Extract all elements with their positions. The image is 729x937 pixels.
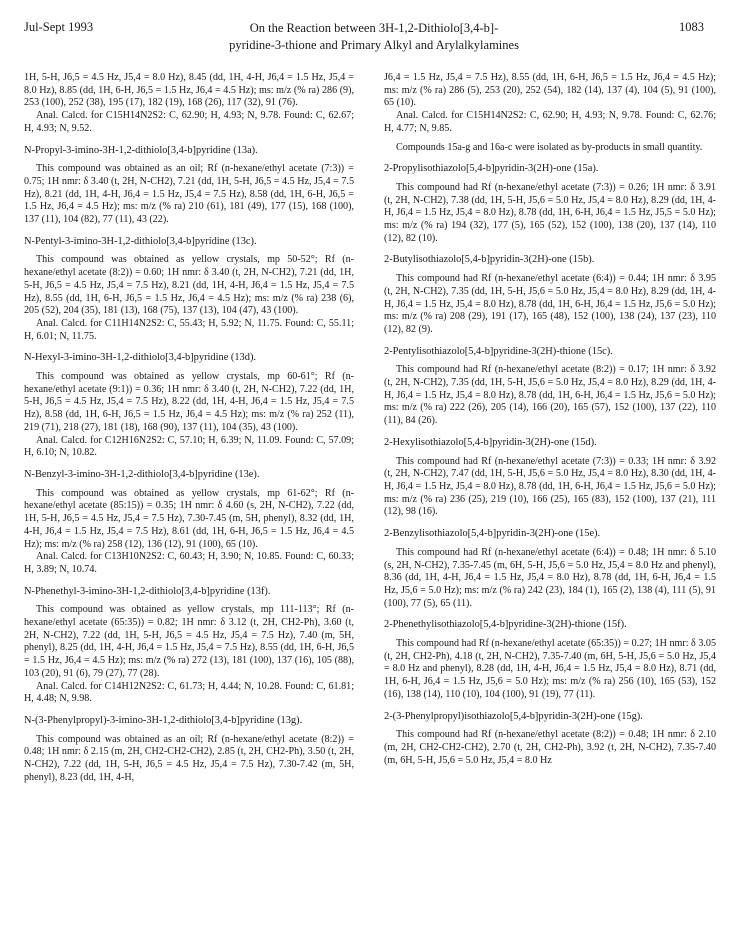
analysis-paragraph: Anal. Calcd. for C14H12N2S2: C, 61.73; H, 4.44; N, 10.28. Found: C, 61.81; H, 4.48; N, 9.98.	[24, 680, 354, 705]
paragraph: This compound was obtained as yellow crystals, mp 60-61°; Rf (n-hexane/ethyl acetate (9:1)) = 0.36; 1H nmr: δ 3.40 (t, 2H, N-CH2), 7.22 (dd, 1H, 5-H, J6,5 = 4.5 Hz, J5,4 = 7.5 Hz), 8.22 (dd, 1H, 4-H, J6,4 = 1.5 Hz, J5,4 = 7.5 Hz), 8.58 (dd, 1H, 6-H, J6,5 = 1.5 Hz, J6,4 = 4.5 Hz); ms: m/z (% ra) 252 (11), 219 (71), 218 (27), 181 (18), 168 (90), 137 (11), 104 (35), 43 (100).	[24, 371, 354, 433]
journal-date: Jul-Sept 1993	[24, 20, 94, 34]
paragraph: This compound had Rf (n-hexane/ethyl acetate (7:3)) = 0.26; 1H nmr: δ 3.91 (t, 2H, N-CH2), 7.38 (dd, 1H, 5-H, J5,6 = 5.0 Hz, J5,4 = 8.0 Hz), 8.29 (dd, 1H, 4-H, J6,4 = 1.5 Hz, J5,4 = 8.0 Hz), 8.78 (dd, 1H, 6-H, J6,4 = 1.5 Hz, J5,5 = 5.0 Hz); ms: m/z (% ra) 194 (32), 177 (5), 165 (52), 152 (100), 138 (20), 137 (14), 110 (12), 82 (10).	[384, 181, 716, 244]
paragraph: This compound had Rf (n-hexane/ethyl acetate (6:4)) = 0.44; 1H nmr: δ 3.95 (t, 2H, N-CH2), 7.35 (dd, 1H, 5-H, J5,6 = 5.0 Hz, J5,4 = 8.0 Hz), 8.29 (dd, 1H, 4-H, J6,4 = 1.5 Hz, J5,4 = 8.0 Hz), 8.78 (dd, 1H, 6-H, J6,4 = 1.5 Hz, J5,6 = 5.0 Hz); ms: m/z (% ra) 208 (29), 191 (17), 165 (48), 152 (100), 138 (24), 137 (23), 110 (12), 82 (9).	[384, 273, 716, 335]
paragraph: 1H, 5-H, J6,5 = 4.5 Hz, J5,4 = 8.0 Hz), 8.45 (dd, 1H, 4-H, J6,4 = 1.5 Hz, J5,4 = 8.0 Hz), 8.85 (dd, 1H, 6-H, J6,5 = 1.5 Hz, J6,4 = 4.5 Hz); ms: m/z (% ra) 286 (9), 253 (100), 252 (38), 195 (17), 182 (19), 168 (26), 117 (32), 91 (76).	[24, 72, 354, 109]
analysis-paragraph: Anal. Calcd. for C15H14N2S2: C, 62.90; H, 4.93; N, 9.78. Found: C, 62.76; H, 4.77; N, 9.85.	[384, 110, 716, 134]
paragraph: This compound was obtained as yellow crystals, mp 61-62°; Rf (n-hexane/ethyl acetate (85:15)) = 0.35; 1H nmr: δ 4.60 (s, 2H, N-CH2), 7.22 (dd, 1H, 5-H, J6,5 = 4.5 Hz, J5,4 = 7.5 Hz), 7.30-7.45 (m, 5H, phenyl), 8.32 (dd, 1H, 4-H, J6,4 = 1.5 Hz, J5,4 = 7.5 Hz), 8.61 (dd, 1H, 6-H, J6,5 = 1.5 Hz, J6,4 = 4.5 Hz); ms: m/z (% ra) 258 (12), 136 (12), 91 (100), 65 (10).	[24, 487, 354, 550]
analysis-paragraph: Anal. Calcd. for C15H14N2S2: C, 62.90; H, 4.93; N, 9.78. Found: C, 62.67; H, 4.93; N, 9.52.	[24, 110, 354, 134]
paragraph: This compound had Rf (n-hexane/ethyl acetate (8:2)) = 0.48; 1H nmr: δ 2.10 (m, 2H, CH2-CH2-CH2), 2.70 (t, 2H, CH2-Ph), 3.92 (t, 2H, N-CH2), 7.35-7.40 (m, 6H, 5-H, J5,6 = 5.0 Hz, J5,4 = 8.0 Hz	[384, 729, 716, 766]
compound-heading: N-Benzyl-3-imino-3H-1,2-dithiolo[3,4-b]pyridine (13e).	[24, 468, 260, 480]
running-title-line-2: pyridine-3-thione and Primary Alkyl and Arylalkylamines	[229, 38, 519, 52]
paragraph: This compound had Rf (n-hexane/ethyl acetate (65:35)) = 0.27; 1H nmr: δ 3.05 (t, 2H, CH2-Ph), 4.18 (t, 2H, N-CH2), 7.35-7.40 (m, 6H, 5-H, J5,6 = 5.0 Hz, J5,4 = 8.0 Hz and phenyl), 8.28 (dd, 1H, 4-H, J6,4 = 1.5 Hz, J5,4 = 8.0 Hz), 8.71 (dd, 1H, 6-H, J6,4 = 1.5 Hz, J5,6 = 5.0 Hz); ms: m/z (% ra) 256 (10), 165 (53), 152 (16), 138 (14), 110 (10), 104 (100), 91 (19), 77 (11).	[384, 638, 716, 700]
intro-paragraph: Compounds 15a-g and 16a-c were isolated as by-products in small quantity.	[396, 141, 703, 153]
compound-heading: 2-Pentylisothiazolo[5,4-b]pyridine-3(2H)-thione (15c).	[384, 345, 613, 357]
paragraph: This compound was obtained as yellow crystals, mp 50-52°; Rf (n-hexane/ethyl acetate (8:2)) = 0.60; 1H nmr: δ 3.40 (t, 2H, N-CH2), 7.21 (dd, 1H, 5-H, J6,5 = 4.5 Hz, J5,4 = 7.5 Hz), 8.21 (dd, 1H, 4-H, J6,4 = 1.5 Hz, J5,4 = 7.5 Hz), 8.55 (dd, 1H, 6-H, J6,5 = 1.5 Hz, J6,4 = 4.5 Hz); ms: m/z (% ra) 238 (6), 205 (52), 204 (35), 181 (13), 168 (75), 137 (13), 104 (47), 43 (100).	[24, 254, 354, 317]
paragraph: This compound was obtained as an oil; Rf (n-hexane/ethyl acetate (8:2)) = 0.48; 1H nmr: δ 2.15 (m, 2H, CH2-CH2-CH2), 2.85 (t, 2H, CH2-Ph), 3.50 (t, 2H, N-CH2), 7.22 (dd, 1H, 5-H, J6,5 = 4.5 Hz, J5,4 = 7.5 Hz), 7.30-7.42 (m, 5H, phenyl), 8.23 (dd, 1H, 4-H,	[24, 733, 354, 783]
compound-heading: 2-Butylisothiazolo[5,4-b]pyridin-3(2H)-one (15b).	[384, 254, 595, 266]
paragraph: This compound was obtained as yellow crystals, mp 111-113°; Rf (n-hexane/ethyl acetate (65:35)) = 0.82; 1H nmr: δ 3.12 (t, 2H, CH2-Ph), 3.60 (t, 2H, N-CH2), 7.22 (dd, 1H, 5-H, J6,5 = 4.5 Hz, J5,4 = 7.5 Hz), 7.40 (m, 5H, phenyl), 8.25 (dd, 1H, 4-H, J6,4 = 1.5 Hz, J5,4 = 7.5 Hz), 8.55 (dd, 1H, 6-H, J6,5 = 1.5 Hz, J6,4 = 4.5 Hz); ms: m/z (% ra) 272 (13), 181 (100), 137 (16), 105 (88), 103 (20), 91 (6), 79 (27), 77 (28).	[24, 604, 354, 679]
left-column	[24, 72, 354, 784]
compound-heading: N-Propyl-3-imino-3H-1,2-dithiolo[3,4-b]pyridine (13a).	[24, 144, 258, 156]
page-header	[24, 18, 704, 58]
running-title	[194, 20, 554, 54]
paragraph: This compound had Rf (n-hexane/ethyl acetate (7:3)) = 0.33; 1H nmr: δ 3.92 (t, 2H, N-CH2), 7.47 (dd, 1H, 5-H, J5,6 = 5.0 Hz, J5,4 = 8.0 Hz), 8.30 (dd, 1H, 4-H, J6,4 = 1.5 Hz, J5,4 = 8.0 Hz), 8.78 (dd, 1H, 6-H, J6,4 = 1.5 Hz, J5,6 = 5.0 Hz); ms: m/z (% ra) 236 (25), 219 (10), 166 (25), 165 (83), 152 (100), 137 (21), 111 (12), 98 (16).	[384, 455, 716, 518]
compound-heading: 2-Phenethylisothiazolo[5,4-b]pyridine-3(2H)-thione (15f).	[384, 619, 627, 631]
compound-heading: N-(3-Phenylpropyl)-3-imino-3H-1,2-dithiolo[3,4-b]pyridine (13g).	[24, 714, 303, 726]
compound-heading: N-Phenethyl-3-imino-3H-1,2-dithiolo[3,4-b]pyridine (13f).	[24, 585, 271, 597]
compound-heading: 2-Hexylisothiazolo[5,4-b]pyridin-3(2H)-one (15d).	[384, 436, 597, 448]
compound-heading: N-Hexyl-3-imino-3H-1,2-dithiolo[3,4-b]pyridine (13d).	[24, 352, 257, 364]
compound-heading: 2-(3-Phenylpropyl)isothiazolo[5,4-b]pyridin-3(2H)-one (15g).	[384, 710, 643, 722]
page-number: 1083	[679, 20, 704, 34]
analysis-paragraph: Anal. Calcd. for C11H14N2S2: C, 55.43; H, 5.92; N, 11.75. Found: C, 55.11; H, 6.01; N, 11.75.	[24, 317, 354, 342]
analysis-paragraph: Anal. Calcd. for C12H16N2S2: C, 57.10; H, 6.39; N, 11.09. Found: C, 57.09; H, 6.10; N, 10.82.	[24, 434, 354, 459]
paragraph: This compound had Rf (n-hexane/ethyl acetate (6:4)) = 0.48; 1H nmr: δ 5.10 (s, 2H, N-CH2), 7.35-7.45 (m, 6H, 5-H, J5,6 = 5.0 Hz, J5,4 = 8.0 Hz and phenyl), 8.36 (dd, 1H, 4-H, J6,4 = 1.5 Hz, J5,4 = 8.0 Hz), 8.78 (dd, 1H, 6-H, J6,4 = 1.5 Hz, J5,6 = 5.0 Hz); ms: m/z (% ra) 242 (23), 184 (1), 165 (2), 138 (4), 111 (5), 91 (100), 77 (5), 65 (11).	[384, 546, 716, 609]
right-column	[384, 72, 716, 767]
paragraph: J6,4 = 1.5 Hz, J5,4 = 7.5 Hz), 8.55 (dd, 1H, 6-H, J6,5 = 1.5 Hz, J6,4 = 4.5 Hz); ms: m/z (% ra) 286 (5), 253 (20), 252 (54), 182 (14), 137 (4), 104 (5), 91 (100), 65 (10).	[384, 72, 716, 109]
analysis-paragraph: Anal. Calcd. for C13H10N2S2: C, 60.43; H, 3.90; N, 10.85. Found: C, 60.33; H, 3.89; N, 10.74.	[24, 551, 354, 575]
running-title-line-1: On the Reaction between 3H-1,2-Dithiolo[3,4-b]-	[249, 21, 499, 35]
compound-heading: 2-Propylisothiazolo[5,4-b]pyridin-3(2H)-one (15a).	[384, 163, 599, 175]
paragraph: This compound was obtained as an oil; Rf (n-hexane/ethyl acetate (7:3)) = 0.75; 1H nmr: δ 3.40 (t, 2H, N-CH2), 7.21 (dd, 1H, 5-H, J6,5 = 4.5 Hz, J5,4 = 7.5 Hz), 8.21 (dd, 1H, 4-H, J6,4 = 1.5 Hz, J5,4 = 7.5 Hz), 8.58 (dd, 1H, 6-H, J6,5 = 1.5 Hz, J6,4 = 4.5 Hz); ms: m/z (% ra) 210 (61), 181 (49), 177 (15), 168 (100), 137 (11), 104 (82), 77 (11), 43 (22).	[24, 163, 354, 226]
paragraph: This compound had Rf (n-hexane/ethyl acetate (8:2)) = 0.17; 1H nmr: δ 3.92 (t, 2H, N-CH2), 7.35 (dd, 1H, 5-H, J5,6 = 5.0 Hz, J5,4 = 8.0 Hz), 8.29 (dd, 1H, 4-H, J6,4 = 1.5 Hz, J5,4 = 8.0 Hz), 8.78 (dd, 1H, 6-H, J6,4 = 1.5 Hz, J5,6 = 5.0 Hz); ms: m/z (% ra) 222 (26), 205 (14), 166 (20), 165 (57), 152 (100), 137 (22), 110 (11), 84 (26).	[384, 364, 716, 427]
compound-heading: 2-Benzylisothiazolo[5,4-b]pyridin-3(2H)-one (15e).	[384, 528, 601, 540]
compound-heading: N-Pentyl-3-imino-3H-1,2-dithiolo[3,4-b]pyridine (13c).	[24, 235, 257, 247]
